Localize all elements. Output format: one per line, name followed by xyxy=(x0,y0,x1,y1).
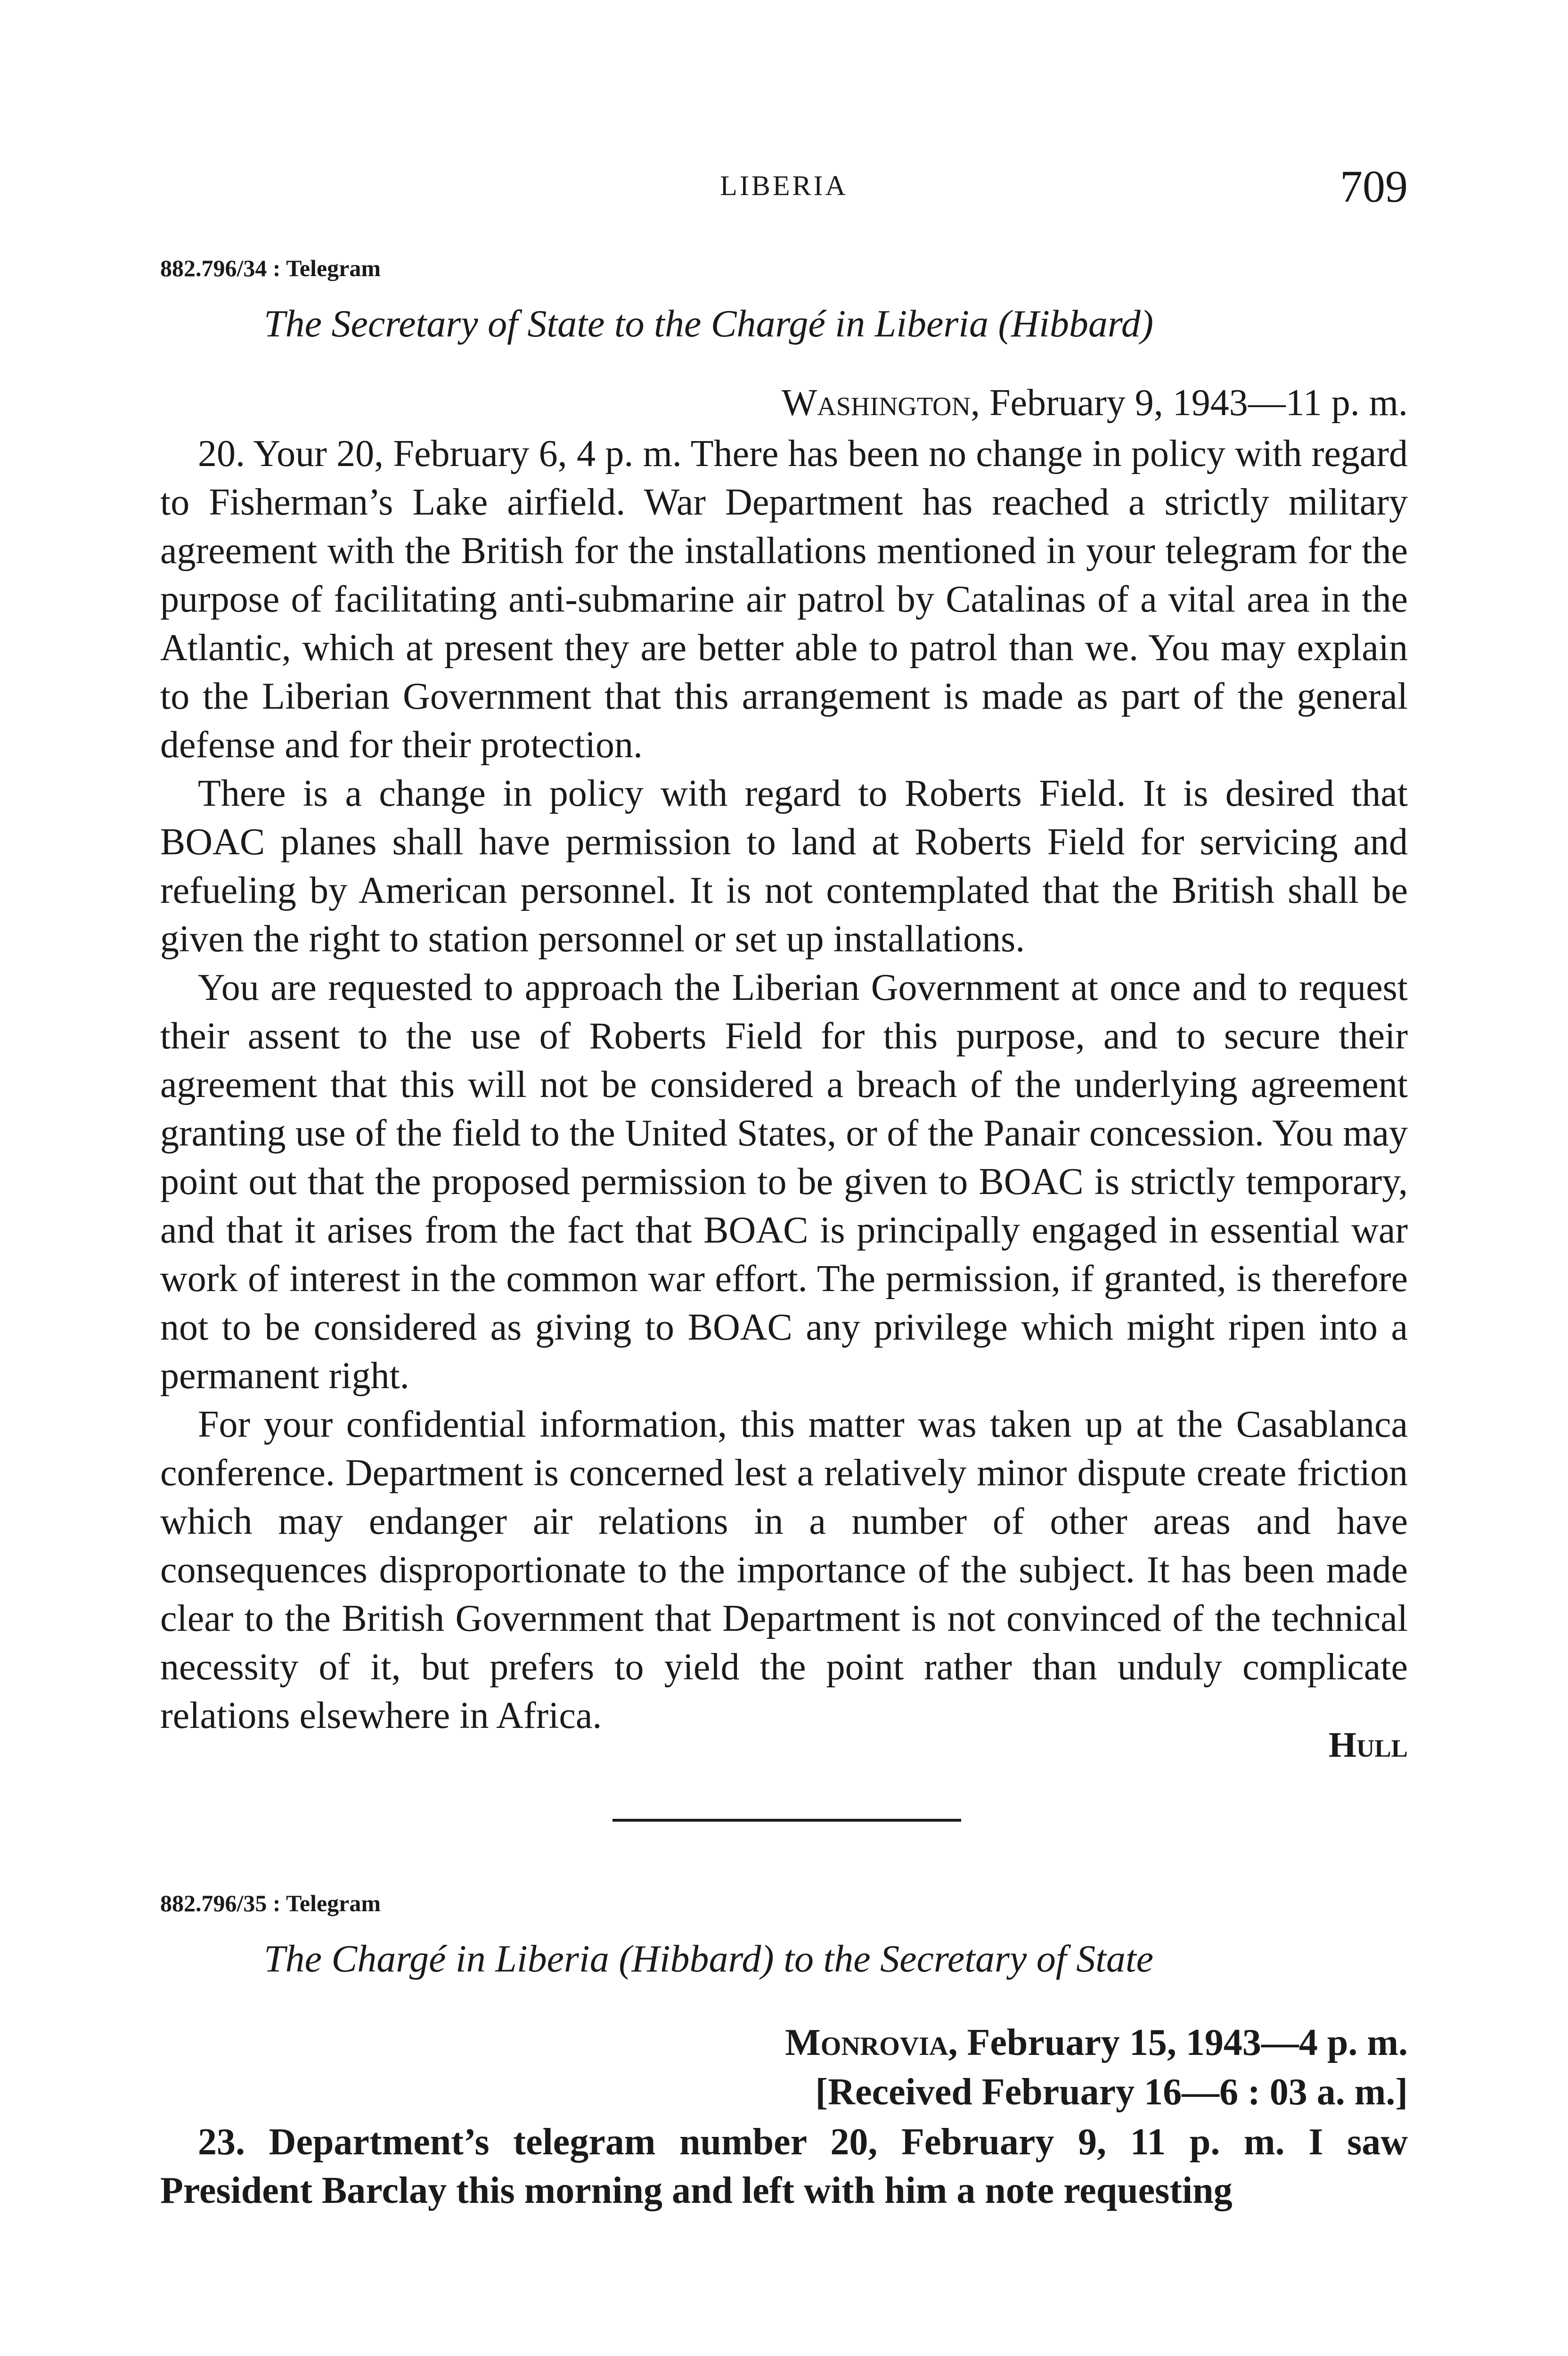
received-line: [Received February 16—6 : 03 a. m.] xyxy=(815,2071,1408,2113)
dateline-place: Washington xyxy=(781,382,971,424)
dateline-date: , February 15, 1943—4 p. m. xyxy=(948,2022,1408,2063)
signature: Hull xyxy=(1328,1725,1408,1765)
paragraph: You are requested to approach the Liberian Government at once and to request their assent to the use of Roberts Field for this purpose, and to secure their agreement that this will not be considered a breach of the underlying agreement granting use of the field to the United States, or of the Panair concession. You may point out that the proposed permission to be given to BOAC is strictly temporary, and that it arises from the fact that BOAC is principally engaged in essential war work of interest in the common war effort. The permission, if granted, is therefore not to be considered as giving to BOAC any privilege which might ripen into a permanent right. xyxy=(160,967,1408,1397)
dateline xyxy=(785,2021,1408,2064)
dateline-date: , February 9, 1943—11 p. m. xyxy=(970,382,1408,424)
telegram-body xyxy=(160,430,1408,1740)
paragraph: 20. Your 20, February 6, 4 p. m. There has been no change in policy with regard to Fisherman’s Lake airfield. War Department has reached a strictly military agreement with the British for the installations mentioned in your telegram for the purpose of facilitating anti-submarine air patrol by Catalinas of a vital area in the Atlantic, which at present they are better able to patrol than we. You may explain to the Liberian Government that this arrangement is made as part of the general defense and for their protection. xyxy=(160,433,1408,766)
telegram-body xyxy=(160,2118,1408,2215)
file-reference: 882.796/34 : Telegram xyxy=(160,255,381,281)
dateline xyxy=(782,382,1408,425)
running-head: LIBERIA xyxy=(720,170,848,201)
paragraph: For your confidential information, this matter was taken up at the Casablanca conference. Department is concerned lest a relatively minor dispute create friction which may endanger air relations in a number of other areas and have consequences disproportionate to the importance of the subject. It has been made clear to the British Government that Department is not convinced of the technical necessity of it, but prefers to yield the point rather than unduly complicate relations elsewhere in Africa. xyxy=(160,1404,1408,1736)
file-reference: 882.796/35 : Telegram xyxy=(160,1890,381,1916)
paragraph: There is a change in policy with regard to Roberts Field. It is desired that BOAC planes shall have permission to land at Roberts Field for servicing and refueling by American personnel. It is not contemplated that the British shall be given the right to station personnel or set up installations. xyxy=(160,773,1408,960)
dateline-place: Monrovia xyxy=(785,2022,948,2063)
document-heading: The Chargé in Liberia (Hibbard) to the Secretary of State xyxy=(264,1937,1154,1980)
section-divider xyxy=(612,1819,961,1822)
paragraph: 23. Department’s telegram number 20, February 9, 11 p. m. I saw President Barclay this morning and left with him a note requesting xyxy=(160,2121,1408,2211)
document-heading: The Secretary of State to the Chargé in Liberia (Hibbard) xyxy=(264,302,1154,345)
page-number: 709 xyxy=(1340,161,1408,212)
